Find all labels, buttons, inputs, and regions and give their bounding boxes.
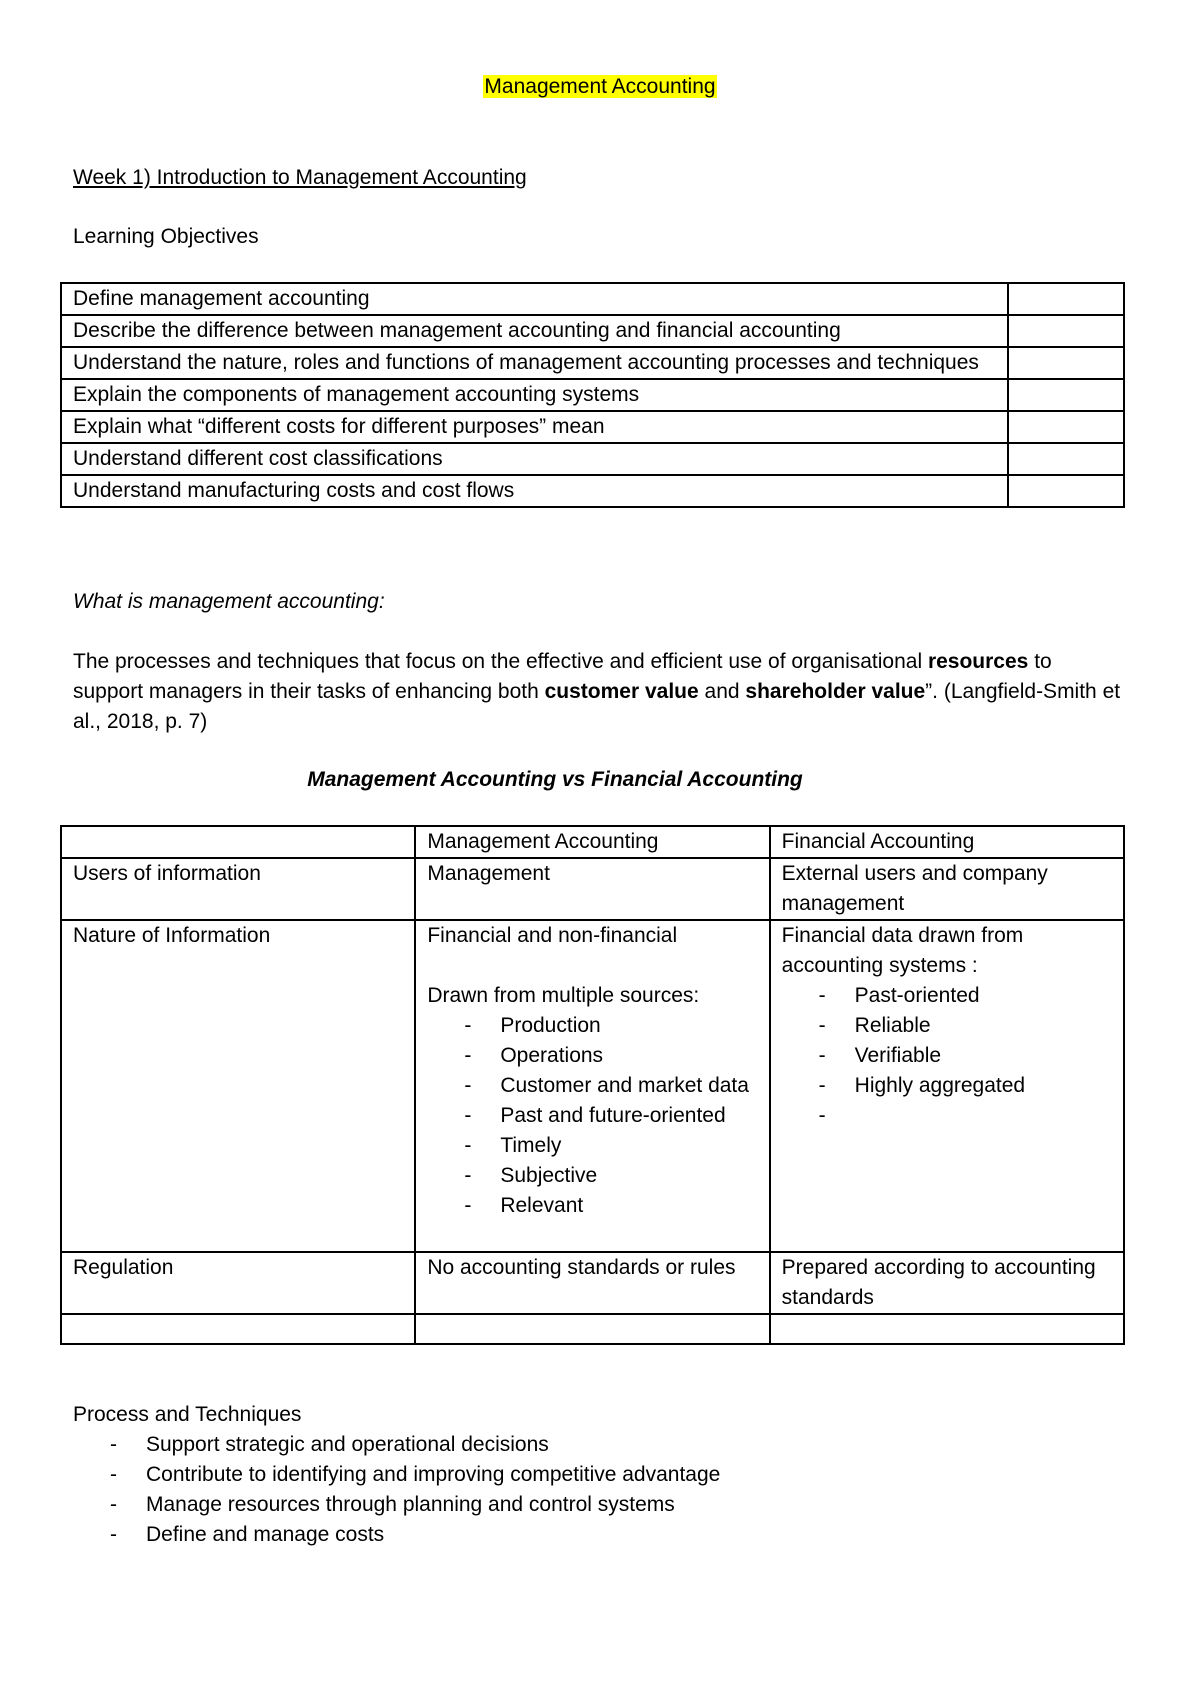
table-header-row <box>61 826 1124 858</box>
objective-cell: Understand different cost classifications <box>61 443 1008 475</box>
objective-cell: Describe the difference between management accounting and financial accounting <box>61 315 1008 347</box>
row-label: Regulation <box>61 1252 415 1314</box>
row-label: Users of information <box>61 858 415 920</box>
table-row <box>61 1314 1124 1344</box>
cell: Management <box>415 858 769 920</box>
document-title: Management Accounting <box>484 75 716 98</box>
table-row <box>61 347 1124 379</box>
table-row <box>61 379 1124 411</box>
definition-text: ”. (Langfield-Smith et al., 2018, p. 7) <box>73 680 1121 733</box>
list-item: - Manage resources through planning and control systems <box>73 1490 973 1520</box>
cell: External users and company management <box>770 858 1124 920</box>
cell-text: Financial and non-financial <box>427 924 678 947</box>
cell-text: Drawn from multiple sources: <box>427 984 700 1007</box>
objective-cell: Explain what “different costs for different purposes” mean <box>61 411 1008 443</box>
checkbox-cell <box>1008 411 1124 443</box>
definition-text: to support managers in their tasks of enhancing both <box>73 650 1052 703</box>
list-item: - Past and future-oriented <box>427 1101 762 1131</box>
list-item: - Operations <box>427 1041 762 1071</box>
list-item: - Support strategic and operational decisions <box>73 1430 973 1460</box>
list-item: - Subjective <box>427 1161 762 1191</box>
checkbox-cell <box>1008 347 1124 379</box>
comparison-title: Management Accounting vs Financial Accounting <box>307 768 803 791</box>
empty-cell <box>770 1314 1124 1344</box>
column-header: Financial Accounting <box>770 826 1124 858</box>
cell: Prepared according to accounting standards <box>770 1252 1124 1314</box>
checkbox-cell <box>1008 379 1124 411</box>
cell <box>770 920 1124 1252</box>
objective-cell: Define management accounting <box>61 283 1008 315</box>
table-row <box>61 920 1124 1252</box>
process-heading: Process and Techniques <box>73 1403 302 1426</box>
process-list <box>73 1430 973 1550</box>
bullet-list <box>427 1011 762 1221</box>
table-row <box>61 411 1124 443</box>
cell <box>415 920 769 1252</box>
definition-paragraph <box>73 647 1123 737</box>
title-container <box>0 72 1200 102</box>
cell: No accounting standards or rules <box>415 1252 769 1314</box>
list-item: - Define and manage costs <box>73 1520 973 1550</box>
week-heading: Week 1) Introduction to Management Accounting <box>73 166 527 189</box>
bullet-list <box>782 981 1117 1101</box>
learning-objectives-heading: Learning Objectives <box>73 225 259 248</box>
table-row <box>61 858 1124 920</box>
empty-cell <box>61 1314 415 1344</box>
list-item: - Timely <box>427 1131 762 1161</box>
table-row <box>61 475 1124 507</box>
list-item: - Contribute to identifying and improving competitive advantage <box>73 1460 973 1490</box>
cell-text: Financial data drawn from accounting systems : <box>781 924 1024 977</box>
table-row <box>61 283 1124 315</box>
empty-cell <box>61 826 415 858</box>
spacer <box>427 951 762 981</box>
table-row <box>61 443 1124 475</box>
table-row <box>61 1252 1124 1314</box>
objective-cell: Understand manufacturing costs and cost flows <box>61 475 1008 507</box>
checkbox-cell <box>1008 475 1124 507</box>
definition-text: The processes and techniques that focus on the effective and efficient use of organisational <box>73 650 928 673</box>
list-item: - Reliable <box>782 1011 1117 1041</box>
objective-cell: Understand the nature, roles and functions of management accounting processes and techniques <box>61 347 1008 379</box>
checkbox-cell <box>1008 315 1124 347</box>
checkbox-cell <box>1008 443 1124 475</box>
objective-cell: Explain the components of management accounting systems <box>61 379 1008 411</box>
learning-objectives-table <box>60 282 1125 508</box>
table-row <box>61 315 1124 347</box>
list-item: - Verifiable <box>782 1041 1117 1071</box>
list-item: - Relevant <box>427 1191 762 1221</box>
row-label: Nature of Information <box>61 920 415 1252</box>
empty-cell <box>415 1314 769 1344</box>
definition-text: and <box>698 680 746 703</box>
list-item: - Customer and market data <box>427 1071 762 1101</box>
column-header: Management Accounting <box>415 826 769 858</box>
definition-bold: resources <box>927 650 1029 673</box>
definition-bold: shareholder value <box>745 680 926 703</box>
spacer <box>427 1221 762 1251</box>
list-item: - Production <box>427 1011 762 1041</box>
definition-bold: customer value <box>544 680 699 703</box>
comparison-table <box>60 825 1125 1345</box>
definition-question: What is management accounting: <box>73 590 385 613</box>
list-item: - Highly aggregated <box>782 1071 1117 1101</box>
list-item: - Past-oriented <box>782 981 1117 1011</box>
checkbox-cell <box>1008 283 1124 315</box>
